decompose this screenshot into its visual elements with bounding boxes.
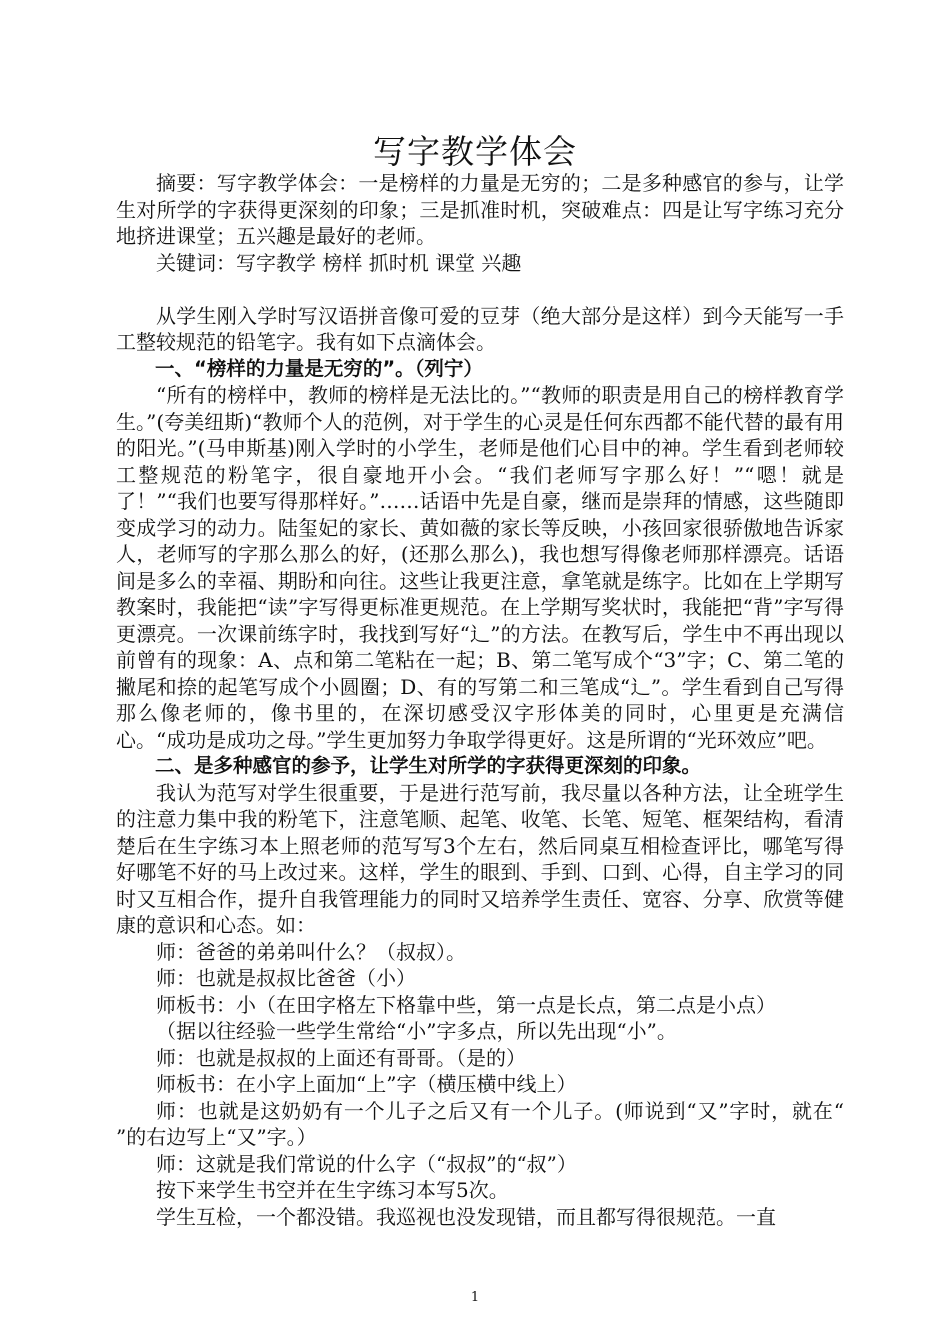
section-1-heading: 一、“榜样的力量是无穷的”。（列宁） (155, 356, 483, 380)
page-number: 1 (470, 1290, 480, 1305)
dialogue-line: 师：也就是这奶奶有一个儿子之后又有一个儿子。(师说到“又”字时，就在“ ”的右边写上“又”字。） (116, 1098, 844, 1149)
blank-line (116, 276, 844, 303)
keywords-line: 关键词：写字教学 榜样 抓时机 课堂 兴趣 (156, 250, 522, 275)
dialogue-line: 师：这就是我们常说的什么字（“叔叔”的“叔”） (156, 1151, 577, 1176)
dialogue-line: 师板书：小（在田字格左下格靠中些，第一点是长点，第二点是小点） (156, 992, 776, 1017)
document-body (116, 170, 844, 1230)
dialogue-line: 师板书：在小字上面加“上”字（横压横中线上） (156, 1072, 577, 1096)
section-2-heading: 二、是多种感官的参予，让学生对所学的字获得更深刻的印象。 (155, 754, 702, 777)
dialogue-line: 按下来学生书空并在生字练习本写5次。 (156, 1178, 509, 1202)
section-1-paragraph: “所有的榜样中，教师的榜样是无法比的。”“教师的职责是用自己的榜样教育学生。”(夸美纽斯)“教师个人的范例，对于学生的心灵是任何东西都不能代替的最有用的阳光。”(马申斯基)刚入学时的小学生，老师是他们心目中的神。学生看到老师较工整规范的粉笔字，很自豪地开小会。“我们老师写字那么好！”“嗯！就是了！”“我们也要写得那样好。”……话语中先是自豪，继而是崇拜的情感，这些随即变成学习的动力。陆玺妃的家长、黄如薇的家长等反映，小孩回家很骄傲地告诉家人，老师写的字那么那么的好，(还那么那么)，我也想写得像老师那样漂亮。话语间是多么的幸福、期盼和向往。这些让我更注意，拿笔就是练字。比如在上学期写教案时，我能把“读”字写得更标准更规范。在上学期写奖状时，我能把“背”字写得更漂亮。一次课前练字时，我找到写好“辶”的方法。在教写后，学生中不再出现以前曾有的现象：A、点和第二笔粘在一起；B、第二笔写成个“3”字；C、第二笔的撇尾和捺的起笔写成个小圆圈；D、有的写第二和三笔成“辶”。学生看到自己写得那么像老师的，像书里的，在深切感受汉字形体美的同时，心里更是充满信心。“成功是成功之母。”学生更加努力争取学得更好。这是所谓的“光环效应”吧。 (116, 383, 844, 752)
section-2-paragraph: 我认为范写对学生很重要，于是进行范写前，我尽量以各种方法，让全班学生的注意力集中我的粉笔下，注意笔顺、起笔、收笔、长笔、短笔、框架结构，看清楚后在生字练习本上照老师的范写写3个左右，然后同桌互相检查评比，哪笔写得好哪笔不好的马上改过来。这样，学生的眼到、手到、口到、心得，自主学习的同时又互相合作，提升自我管理能力的同时又培养学生责任、宽容、分享、欣赏等健康的意识和心态。如： (116, 780, 844, 937)
page-title: 写字教学体会 (373, 132, 577, 171)
dialogue-line: 师：爸爸的弟弟叫什么？（叔叔）。 (156, 939, 466, 964)
dialogue-line: （据以往经验一些学生常给“小”字多点，所以先出现“小”。 (156, 1019, 677, 1043)
abstract-paragraph: 摘要：写字教学体会：一是榜样的力量是无穷的；二是多种感官的参与，让学生对所学的字获得更深刻的印象；三是抓准时机，突破难点：四是让写字练习充分地挤进课堂；五兴趣是最好的老师。 (116, 171, 844, 248)
dialogue-line: 师：也就是叔叔比爸爸（小） (156, 966, 416, 990)
intro-paragraph: 从学生刚入学时写汉语拼音像可爱的豆芽（绝大部分是这样）到今天能写一手工整较规范的铅笔字。我有如下点滴体会。 (116, 303, 844, 354)
dialogue-line: 师：也就是叔叔的上面还有哥哥。（是的） (156, 1045, 526, 1070)
dialogue-line: 学生互检，一个都没错。我巡视也没发现错，而且都写得很规范。一直 (156, 1204, 776, 1229)
